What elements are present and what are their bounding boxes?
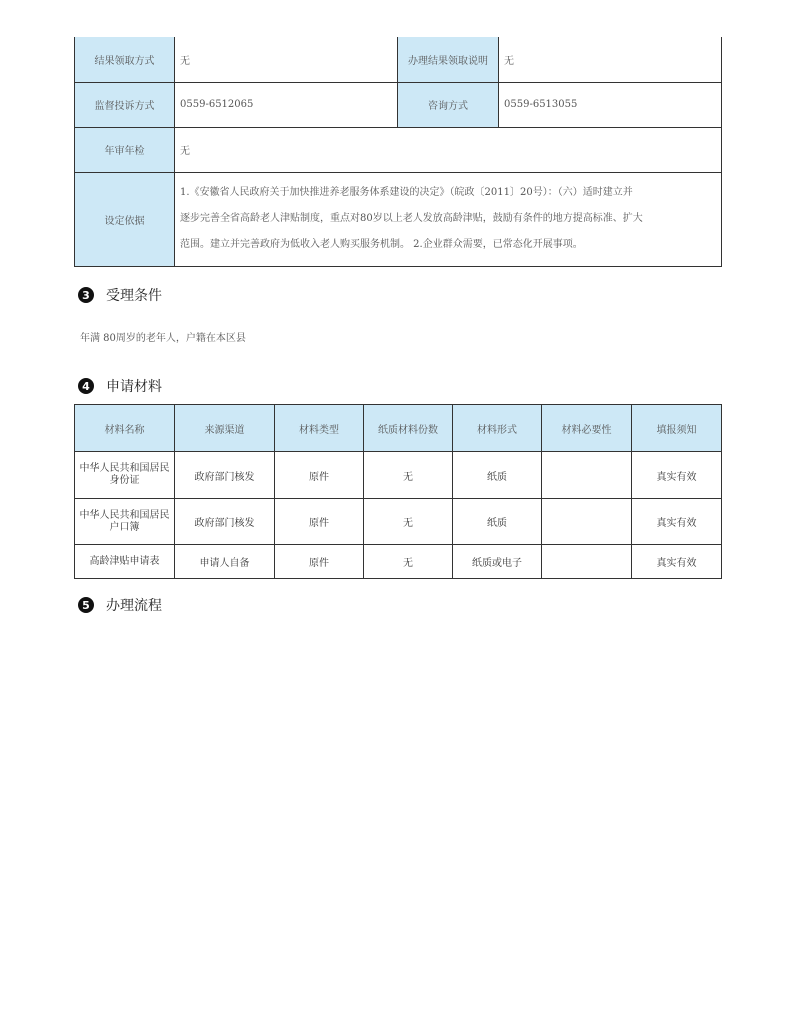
material-source: 政府部门核发	[175, 452, 275, 499]
section-title: 受理条件	[106, 288, 162, 304]
column-header: 材料类型	[275, 405, 364, 452]
material-form: 纸质或电子	[453, 545, 542, 579]
consult-label: 咨询方式	[398, 82, 499, 127]
info-table	[74, 37, 722, 267]
basis-line: 范围。建立并完善政府为低收入老人购买服务机制。 2.企业群众需要，已常态化开展事项。	[180, 239, 583, 250]
material-name: 中华人民共和国居民户口簿	[75, 499, 175, 545]
conditions-text: 年满 80周岁的老年人，户籍在本区县	[80, 333, 246, 344]
annual-check-value: 无	[175, 127, 722, 172]
material-type: 原件	[275, 499, 364, 545]
materials-table	[74, 404, 722, 579]
basis-text	[175, 172, 722, 266]
material-notes: 真实有效	[632, 545, 722, 579]
table-row	[75, 545, 722, 579]
section-number-badge: 4	[78, 378, 94, 394]
material-copies: 无	[364, 452, 453, 499]
material-copies: 无	[364, 499, 453, 545]
material-source: 政府部门核发	[175, 499, 275, 545]
material-notes: 真实有效	[632, 452, 722, 499]
material-necessity	[542, 499, 632, 545]
material-type: 原件	[275, 452, 364, 499]
material-necessity	[542, 545, 632, 579]
complaint-label: 监督投诉方式	[75, 82, 175, 127]
section-number-badge: 5	[78, 597, 94, 613]
annual-check-label: 年审年检	[75, 127, 175, 172]
material-form: 纸质	[453, 499, 542, 545]
section-process-heading	[78, 595, 162, 615]
column-header: 填报须知	[632, 405, 722, 452]
complaint-value: 0559-6512065	[175, 82, 398, 127]
material-notes: 真实有效	[632, 499, 722, 545]
section-conditions-heading	[78, 285, 162, 305]
result-method-label: 结果领取方式	[75, 37, 175, 82]
table-row	[75, 452, 722, 499]
material-name: 高龄津贴申请表	[75, 545, 175, 579]
basis-line: 逐步完善全省高龄老人津贴制度，重点对80岁以上老人发放高龄津贴，鼓励有条件的地方提高标准、扩大	[180, 213, 643, 224]
result-method-value: 无	[175, 37, 398, 82]
material-source: 申请人自备	[175, 545, 275, 579]
section-title: 办理流程	[106, 598, 162, 614]
result-note-value: 无	[499, 37, 722, 82]
material-form: 纸质	[453, 452, 542, 499]
result-note-label: 办理结果领取说明	[398, 37, 499, 82]
section-number-badge: 3	[78, 287, 94, 303]
basis-line: 1.《安徽省人民政府关于加快推进养老服务体系建设的决定》（皖政〔2011〕20号）：（六）适时建立并	[180, 187, 633, 198]
section-materials-heading	[78, 376, 162, 396]
column-header: 材料形式	[453, 405, 542, 452]
consult-value: 0559-6513055	[499, 82, 722, 127]
column-header: 来源渠道	[175, 405, 275, 452]
material-copies: 无	[364, 545, 453, 579]
column-header: 纸质材料份数	[364, 405, 453, 452]
column-header: 材料必要性	[542, 405, 632, 452]
material-name: 中华人民共和国居民身份证	[75, 452, 175, 499]
material-type: 原件	[275, 545, 364, 579]
material-necessity	[542, 452, 632, 499]
table-row	[75, 499, 722, 545]
basis-label: 设定依据	[75, 172, 175, 266]
column-header: 材料名称	[75, 405, 175, 452]
section-title: 申请材料	[106, 379, 162, 395]
